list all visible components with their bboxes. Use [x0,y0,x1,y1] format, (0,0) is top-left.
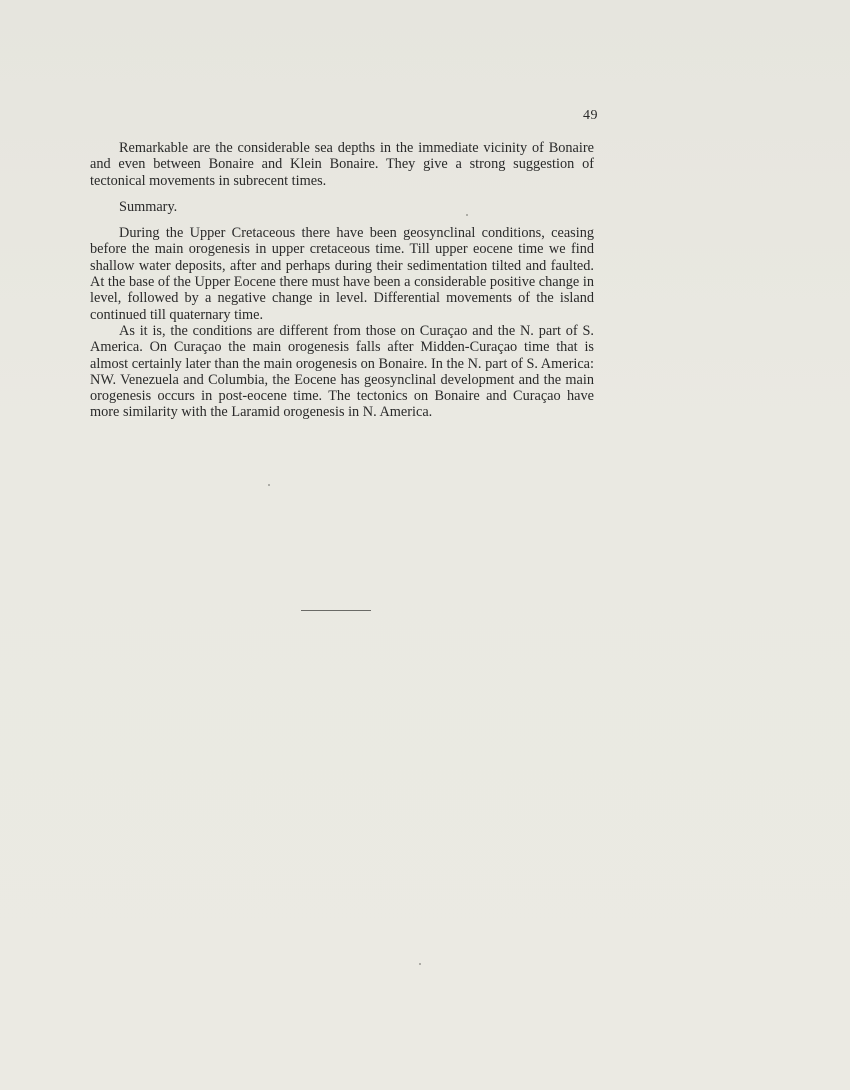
page-number: 49 [583,108,598,123]
paper-speck [466,214,468,216]
paragraph-sea-depths: Remarkable are the considerable sea depths in the immediate vicinity of Bonaire and even between Bonaire and Klein Bonaire. They give a strong suggestion of tectonical movements in subrecent times. [90,140,594,189]
body-text [90,140,594,421]
end-rule [301,610,371,611]
paper-speck [419,963,421,965]
section-heading-summary: Summary. [119,198,178,215]
paper-speck [268,484,270,486]
paragraph-geologic-history: During the Upper Cretaceous there have been geosynclinal conditions, ceasing before the main orogenesis in upper cretaceous time. Till upper eocene time we find shallow water deposits, after and perhaps during their sedimentation tilted and faulted. At the base of the Upper Eocene there must have been a considerable positive change in level, followed by a negative change in level. Differential movements of the island continued till quaternary time. [90,225,594,323]
paragraph-comparison: As it is, the conditions are different from those on Curaçao and the N. part of S. America. On Curaçao the main orogenesis falls after Midden-Curaçao time that is almost certainly later than the main orogenesis on Bonaire. In the N. part of S. America: NW. Venezuela and Columbia, the Eocene has geosynclinal development and the main orogenesis occurs in post-eocene time. The tectonics on Bonaire and Curaçao have more similarity with the Laramid orogenesis in N. America. [90,322,594,421]
